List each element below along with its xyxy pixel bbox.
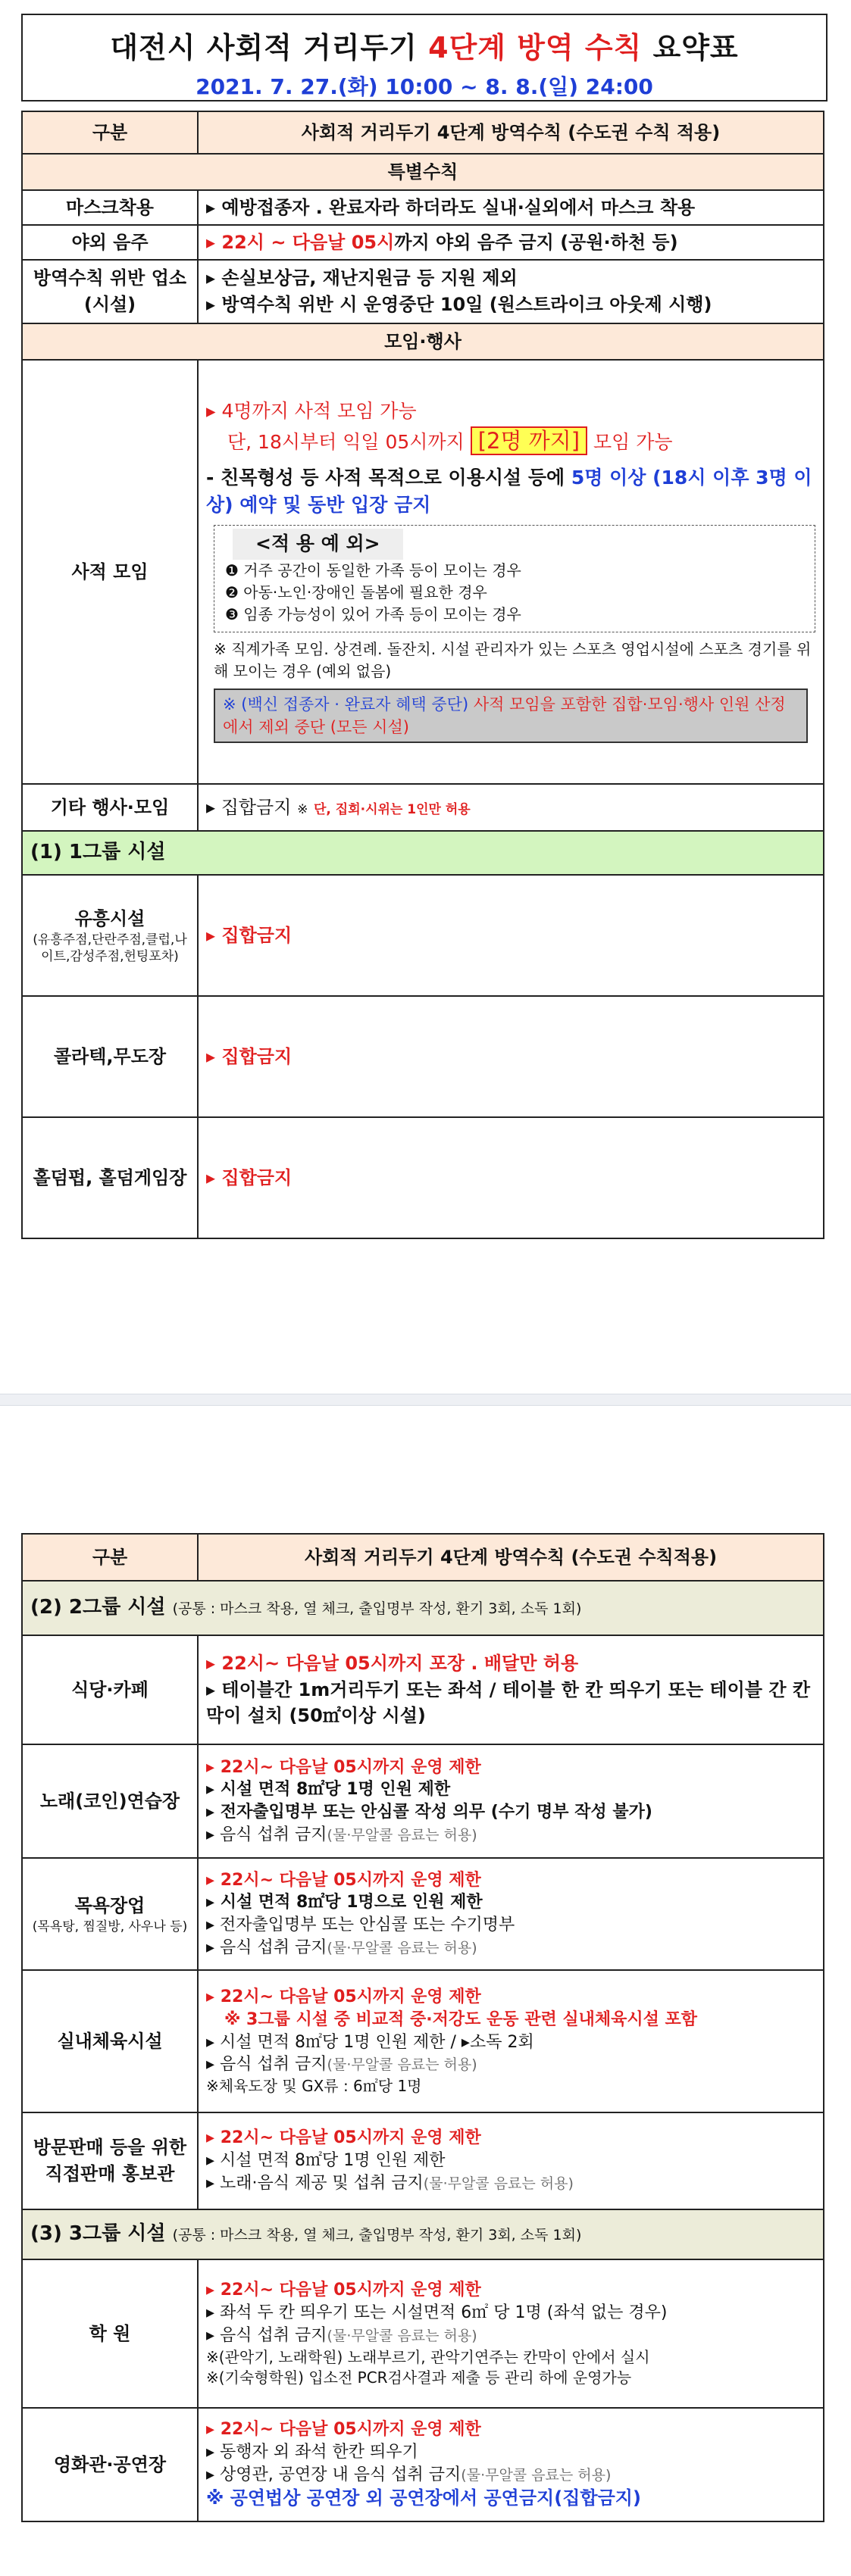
academy-label: 학 원 bbox=[22, 2259, 198, 2408]
colatec-value: ▸ 집합금지 bbox=[206, 1046, 292, 1067]
colatec-text bbox=[198, 996, 824, 1117]
title-box bbox=[21, 14, 828, 101]
other-event-text bbox=[198, 784, 824, 831]
private-label: 사적 모임 bbox=[22, 360, 198, 784]
group1-header: (1) 1그룹 시설 bbox=[22, 831, 824, 875]
private-content bbox=[198, 360, 824, 784]
period: 2021. 7. 27.(화) 10:00 ~ 8. 8.(일) 24:00 bbox=[196, 74, 653, 99]
cinema-text bbox=[198, 2408, 824, 2521]
bath-name: 목욕장업 bbox=[74, 1894, 145, 1916]
group3-note: (공통 : 마스크 착용, 열 체크, 출입명부 작성, 환기 3회, 소독 1회) bbox=[172, 2227, 582, 2244]
group2-note: (공통 : 마스크 착용, 열 체크, 출입명부 작성, 환기 3회, 소독 1회) bbox=[172, 1600, 582, 1618]
entertainment-name: 유흥시설 bbox=[74, 907, 145, 929]
entertainment-text bbox=[198, 875, 824, 996]
rules-table-1 bbox=[21, 111, 824, 1239]
academy-line3 bbox=[206, 2325, 815, 2347]
header2-col2: 사회적 거리두기 4단계 방역수칙 (수도권 수칙적용) bbox=[198, 1534, 824, 1581]
outdoor-drinking-time: ▸ 22시 ~ 다음날 05시 bbox=[206, 232, 394, 253]
title-part1: 대전시 사회적 거리두기 bbox=[110, 31, 429, 64]
other-event-label: 기타 행사·모임 bbox=[22, 784, 198, 831]
karaoke-line4 bbox=[206, 1824, 815, 1847]
academy-text bbox=[198, 2259, 824, 2408]
restaurant-line1: ▸ 22시~ 다음날 05시까지 포장 . 배달만 허용 bbox=[206, 1650, 815, 1677]
entertainment-value: ▸ 집합금지 bbox=[206, 925, 292, 946]
door-sales-line3-note: (물·무알콜 음료는 허용) bbox=[423, 2175, 574, 2192]
holdem-value: ▸ 집합금지 bbox=[206, 1167, 292, 1188]
bath-line3: ▸ 전자출입명부 또는 안심콜 또는 수기명부 bbox=[206, 1914, 815, 1937]
gym-text bbox=[198, 1970, 824, 2112]
group3-header bbox=[22, 2209, 824, 2259]
academy-line4: ※(관악기, 노래학원) 노래부르기, 관악기연주는 칸막이 안에서 실시 bbox=[206, 2347, 650, 2366]
other-event-value: ▸ 집합금지 bbox=[206, 797, 291, 818]
special-section: 특별수칙 bbox=[22, 154, 824, 190]
door-sales-line2: ▸ 시설 면적 8㎡당 1명 인원 제한 bbox=[206, 2150, 815, 2172]
mask-text-value: ▸ 예방접종자 . 완료자라 하더라도 실내·실외에서 마스크 착용 bbox=[206, 197, 695, 218]
bath-line4-note: (물·무알콜 음료는 허용) bbox=[327, 1939, 477, 1956]
rules-table-2 bbox=[21, 1533, 824, 2522]
other-event-note-mark: ※ bbox=[297, 801, 308, 817]
academy-line5: ※(기숙형학원) 입소전 PCR검사결과 제출 등 관리 하에 운영가능 bbox=[206, 2368, 632, 2387]
cinema-line3-note: (물·무알콜 음료는 허용) bbox=[461, 2466, 612, 2484]
cinema-line4: ※ 공연법상 공연장 외 공연장에서 공연금지(집합금지) bbox=[206, 2487, 641, 2509]
header2-col1: 구분 bbox=[22, 1534, 198, 1581]
entertainment-label bbox=[22, 875, 198, 996]
gym-line5: ※체육도장 및 GX류 : 6㎡당 1명 bbox=[206, 2076, 422, 2095]
vaccine-box-b: 사적 모임을 포함한 집합·모임·행사 인원 산정에서 제외 중단 (모든 시설) bbox=[223, 695, 786, 737]
door-sales-line3-text: ▸ 노래·음식 제공 및 섭취 금지 bbox=[206, 2174, 424, 2193]
title-part3: 요약표 bbox=[642, 31, 739, 64]
door-sales-text bbox=[198, 2112, 824, 2209]
gathering-section: 모임·행사 bbox=[22, 323, 824, 360]
group2-title: (2) 2그룹 시설 bbox=[30, 1596, 166, 1619]
karaoke-line3: ▸ 전자출입명부 또는 안심콜 작성 의무 (수기 명부 작성 불가) bbox=[206, 1801, 815, 1824]
two-person-highlight: [2명 까지] bbox=[471, 426, 587, 455]
door-sales-label: 방문판매 등을 위한 직접판매 홍보관 bbox=[22, 2112, 198, 2209]
cinema-line3 bbox=[206, 2464, 815, 2487]
private-line2c: 모임 가능 bbox=[587, 430, 673, 453]
mask-text bbox=[198, 190, 824, 225]
academy-line2: ▸ 좌석 두 칸 띄우기 또는 시설면적 6㎡ 당 1명 (좌석 없는 경우) bbox=[206, 2302, 815, 2325]
bath-label bbox=[22, 1858, 198, 1970]
violation-line1: ▸ 손실보상금, 재난지원금 등 지원 제외 bbox=[206, 265, 815, 292]
gym-label: 실내체육시설 bbox=[22, 1970, 198, 2112]
exception-box bbox=[214, 525, 815, 632]
exception-item-1: ❶ 거주 공간이 동일한 가족 등이 모이는 경우 bbox=[225, 560, 521, 579]
exception-item-3: ❸ 임종 가능성이 있어 가족 등이 모이는 경우 bbox=[225, 604, 521, 623]
header-col1: 구분 bbox=[22, 111, 198, 154]
gym-line3: ▸ 시설 면적 8㎡당 1명 인원 제한 / ▸소독 2회 bbox=[206, 2031, 815, 2054]
restaurant-label: 식당·카페 bbox=[22, 1635, 198, 1744]
outdoor-drinking-text bbox=[198, 225, 824, 260]
group3-title: (3) 3그룹 시설 bbox=[30, 2222, 166, 2246]
outdoor-drinking-label: 야외 음주 bbox=[22, 225, 198, 260]
karaoke-line1: ▸ 22시~ 다음날 05시까지 운영 제한 bbox=[206, 1756, 815, 1779]
exception-item-2: ❷ 아동·노인·장애인 돌봄에 필요한 경우 bbox=[225, 582, 487, 601]
colatec-label: 콜라텍,무도장 bbox=[22, 996, 198, 1117]
private-line2 bbox=[206, 425, 815, 457]
cinema-line3-text: ▸ 상영관, 공연장 내 음식 섭취 금지 bbox=[206, 2465, 461, 2484]
restaurant-text bbox=[198, 1635, 824, 1744]
entertainment-sub: (유흥주점,단란주점,클럽,나이트,감성주점,헌팅포차) bbox=[33, 932, 187, 965]
page-title bbox=[23, 24, 826, 66]
private-line3 bbox=[206, 464, 815, 520]
private-note: ※ 직계가족 모임. 상견례. 돌잔치. 시설 관리자가 있는 스포츠 영업시설에 스포츠 경기를 위해 모이는 경우 (예외 없음) bbox=[214, 639, 812, 680]
gym-line4-note: (물·무알콜 음료는 허용) bbox=[327, 2056, 477, 2074]
bath-sub: (목욕탕, 찜질방, 사우나 등) bbox=[32, 1919, 188, 1935]
group2-header bbox=[22, 1581, 824, 1635]
bath-line1: ▸ 22시~ 다음날 05시까지 운영 제한 bbox=[206, 1869, 815, 1892]
page-separator bbox=[0, 1394, 851, 1406]
vaccine-box-a: ※ (백신 접종자 · 완료자 혜택 중단) bbox=[223, 695, 474, 713]
holdem-label: 홀덤펍, 홀덤게임장 bbox=[22, 1117, 198, 1238]
holdem-text bbox=[198, 1117, 824, 1238]
door-sales-line1: ▸ 22시~ 다음날 05시까지 운영 제한 bbox=[206, 2127, 815, 2150]
cinema-line2: ▸ 동행자 외 좌석 한칸 띄우기 bbox=[206, 2441, 815, 2464]
karaoke-line2: ▸ 시설 면적 8㎡당 1명 인원 제한 bbox=[206, 1778, 815, 1801]
gym-line4-text: ▸ 음식 섭취 금지 bbox=[206, 2055, 327, 2074]
mask-label: 마스크착용 bbox=[22, 190, 198, 225]
private-line3a: - 친목형성 등 사적 목적으로 이용시설 등에 bbox=[206, 466, 571, 489]
karaoke-line4-note: (물·무알콜 음료는 허용) bbox=[327, 1826, 477, 1844]
vaccine-box bbox=[214, 688, 808, 744]
cinema-line1: ▸ 22시~ 다음날 05시까지 운영 제한 bbox=[206, 2418, 815, 2441]
other-event-note: 단, 집회·시위는 1인만 허용 bbox=[313, 801, 471, 817]
private-line3b: 5명 이상 (18시 이후 3명 이상) 예약 및 동반 입장 금지 bbox=[206, 466, 812, 517]
gym-line4 bbox=[206, 2053, 815, 2076]
bath-text bbox=[198, 1858, 824, 1970]
door-sales-line3 bbox=[206, 2172, 815, 2195]
header-col2: 사회적 거리두기 4단계 방역수칙 (수도권 수칙 적용) bbox=[198, 111, 824, 154]
karaoke-text bbox=[198, 1744, 824, 1858]
private-line2a: 단, 18시부터 익일 05시까지 bbox=[227, 430, 471, 453]
violation-line2: ▸ 방역수칙 위반 시 운영중단 10일 (원스트라이크 아웃제 시행) bbox=[206, 292, 815, 318]
bath-line4 bbox=[206, 1937, 815, 1959]
outdoor-drinking-rule: 까지 야외 음주 금지 (공원·하천 등) bbox=[394, 231, 678, 253]
academy-line3-note: (물·무알콜 음료는 허용) bbox=[327, 2327, 477, 2344]
cinema-label: 영화관·공연장 bbox=[22, 2408, 198, 2521]
bath-line4-text: ▸ 음식 섭취 금지 bbox=[206, 1938, 327, 1957]
academy-line3-text: ▸ 음식 섭취 금지 bbox=[206, 2326, 327, 2345]
restaurant-line2: ▸ 테이블간 1m거리두기 또는 좌석 / 테이블 한 칸 띄우기 또는 테이블 간 칸막이 설치 (50㎡이상 시설) bbox=[206, 1677, 815, 1730]
private-line1: ▸ 4명까지 사적 모임 가능 bbox=[206, 398, 815, 425]
bath-line2: ▸ 시설 면적 8㎡당 1명으로 인원 제한 bbox=[206, 1891, 815, 1914]
gym-line2: ※ 3그룹 시설 중 비교적 중·저강도 운동 관련 실내체육시설 포함 bbox=[224, 2009, 698, 2029]
gym-line1: ▸ 22시~ 다음날 05시까지 운영 제한 bbox=[206, 1986, 815, 2009]
violation-label: 방역수칙 위반 업소(시설) bbox=[22, 260, 198, 323]
exception-title: <적 용 예 외> bbox=[233, 529, 403, 559]
academy-line1: ▸ 22시~ 다음날 05시까지 운영 제한 bbox=[206, 2279, 815, 2302]
karaoke-line4-text: ▸ 음식 섭취 금지 bbox=[206, 1825, 327, 1844]
violation-text bbox=[198, 260, 824, 323]
karaoke-label: 노래(코인)연습장 bbox=[22, 1744, 198, 1858]
title-part2: 4단계 방역 수칙 bbox=[428, 31, 643, 64]
